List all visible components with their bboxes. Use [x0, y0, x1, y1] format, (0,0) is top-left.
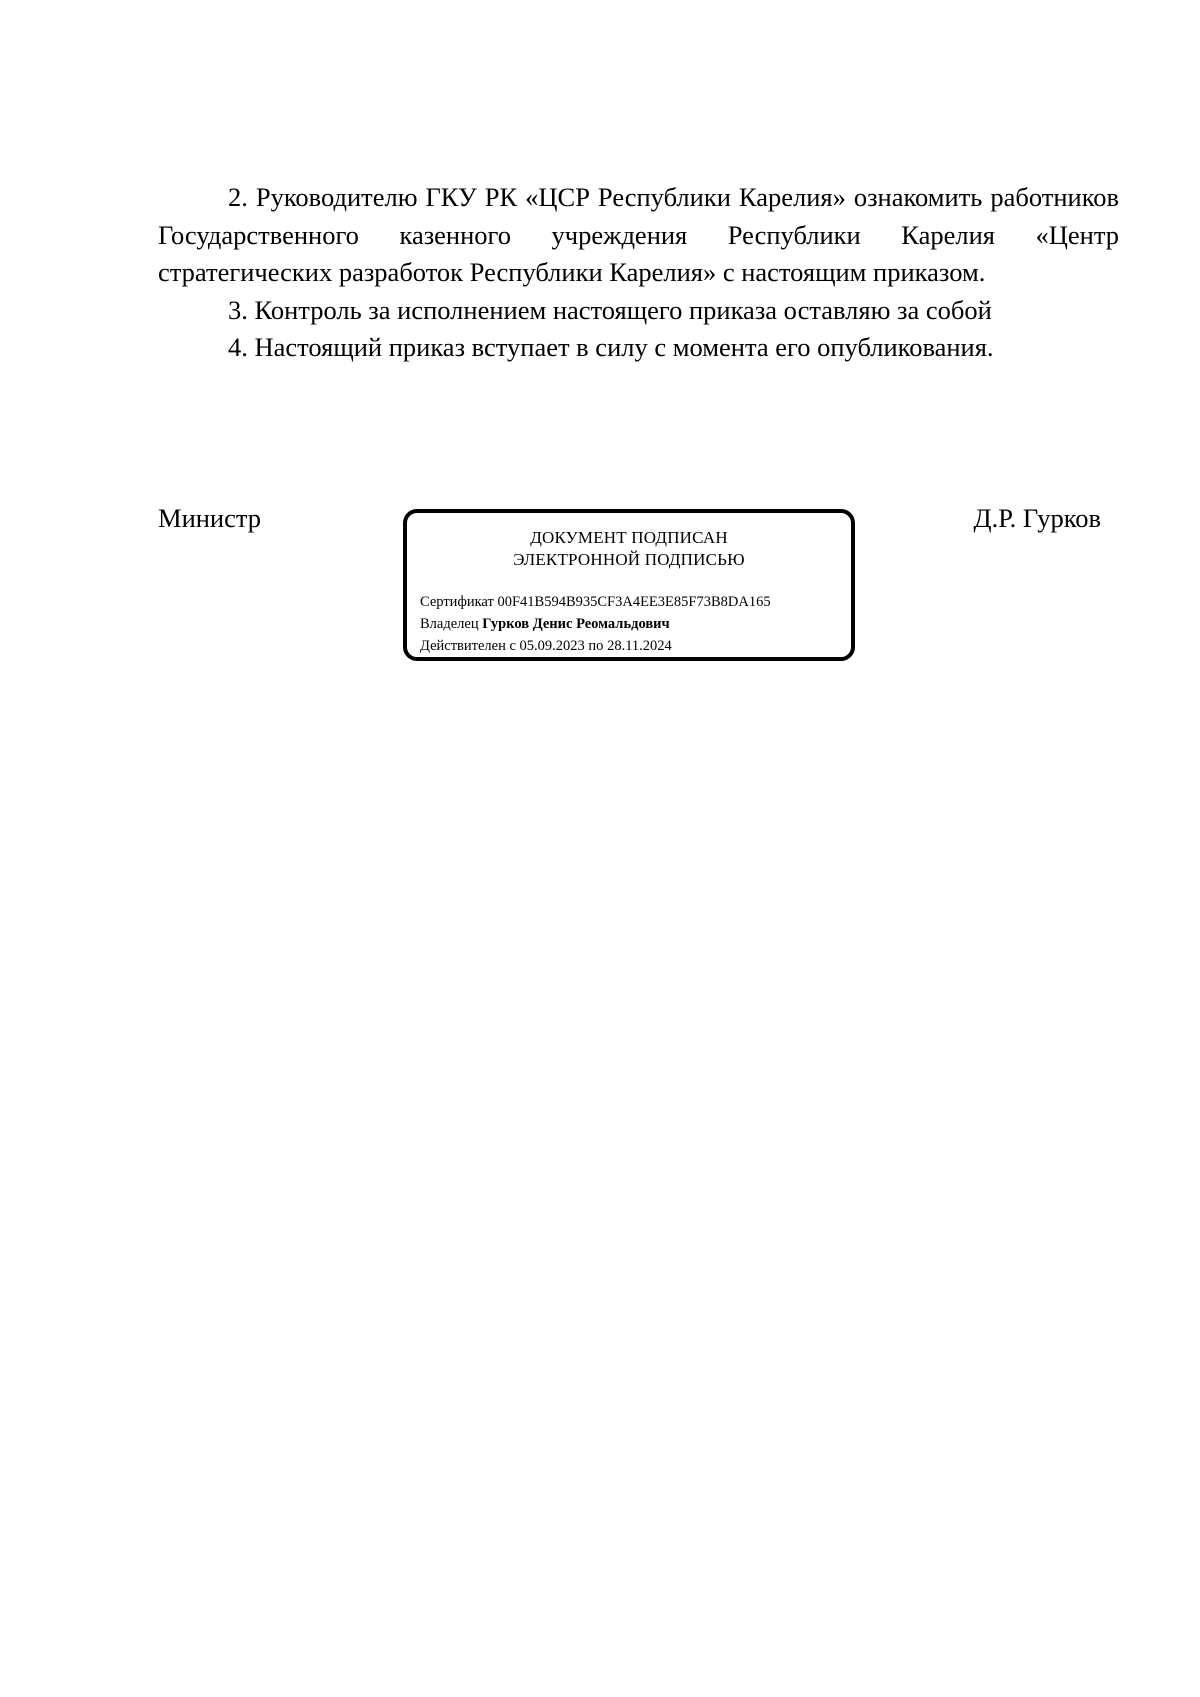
signer-name: Д.Р. Гурков	[973, 503, 1101, 533]
document-body	[158, 179, 1119, 367]
valid-to: 28.11.2024	[607, 638, 672, 654]
stamp-validity-row	[420, 635, 771, 657]
paragraph-4: 4. Настоящий приказ вступает в силу с момента его опубликования.	[228, 332, 994, 362]
signer-position: Министр	[158, 503, 262, 533]
stamp-owner-row	[420, 613, 771, 635]
paragraph-3: 3. Контроль за исполнением настоящего приказа оставляю за собой	[228, 294, 992, 325]
paragraph-2: 2. Руководителю ГКУ РК «ЦСР Республики Карелия» ознакомить работников Государственного казенного учреждения Республики Карелия «Центр стратегических разработок Республики Карелия» с настоящим приказом.	[158, 182, 1119, 287]
certificate-value: 00F41B594B935CF3A4EE3E85F73B8DA165	[497, 594, 771, 610]
stamp-heading-line1: ДОКУМЕНТ ПОДПИСАН	[530, 528, 728, 547]
stamp-details	[420, 591, 771, 657]
signature-block	[158, 500, 1119, 680]
valid-label: Действителен с	[420, 638, 516, 654]
stamp-heading	[407, 527, 851, 571]
stamp-certificate-row	[420, 591, 771, 613]
owner-value: Гурков Денис Реомальдович	[482, 616, 670, 632]
electronic-signature-stamp	[403, 509, 855, 661]
certificate-label: Сертификат	[420, 594, 494, 610]
stamp-heading-line2: ЭЛЕКТРОННОЙ ПОДПИСЬЮ	[513, 550, 745, 569]
owner-label: Владелец	[420, 616, 479, 632]
valid-from: 05.09.2023	[519, 638, 585, 654]
valid-to-label: по	[588, 638, 604, 654]
